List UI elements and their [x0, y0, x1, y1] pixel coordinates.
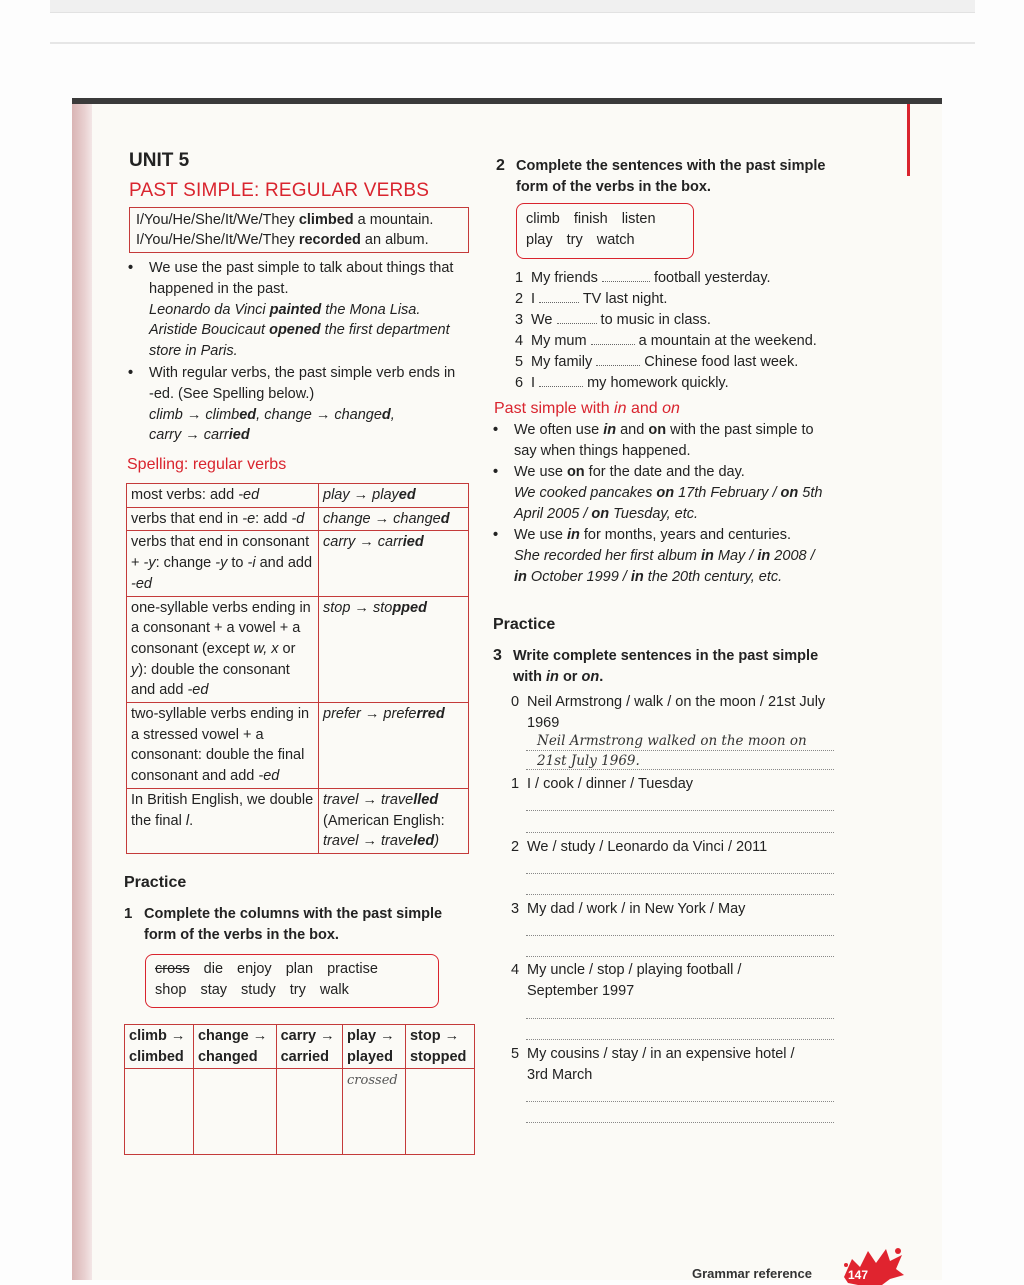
- word-chip: climb: [526, 211, 560, 227]
- example-box: [129, 207, 469, 253]
- handwritten-answer: Neil Armstrong walked on the moon on: [537, 733, 807, 749]
- answer-cell[interactable]: [343, 1069, 406, 1155]
- word-chip: study: [241, 982, 276, 998]
- answer-line: [526, 832, 834, 833]
- sentence-item: 6 I my homework quickly.: [515, 375, 729, 391]
- spelling-row: [127, 788, 469, 853]
- note-bullet: • We use the past simple to talk about things that happened in the past.: [128, 258, 478, 300]
- in-on-heading: Past simple with in and on: [494, 400, 680, 417]
- note-bullet: • We use on for the date and the day.: [493, 462, 838, 483]
- word-chip: stay: [200, 982, 228, 998]
- word-row: [526, 209, 684, 230]
- spelling-row: [127, 507, 469, 531]
- footer-label: Grammar reference: [692, 1266, 812, 1281]
- answer-cell[interactable]: [193, 1069, 276, 1155]
- answer-line: [526, 1018, 834, 1019]
- answer-line: [526, 873, 834, 874]
- sentence-item: 5 My family Chinese food last week.: [515, 354, 799, 370]
- word-chip: try: [289, 982, 306, 998]
- exercise-3-item: 2 We / study / Leonardo da Vinci / 2011: [511, 839, 768, 855]
- spelling-table: [126, 483, 469, 854]
- sentence-item: 3 We to music in class.: [515, 312, 711, 328]
- word-chip: watch: [596, 232, 635, 248]
- note-bullet: • We use in for months, years and centuries.: [493, 525, 838, 546]
- word-row: [155, 959, 429, 980]
- column-header: climb → climbed: [125, 1025, 194, 1069]
- word-row: [526, 230, 684, 251]
- example-line: April 2005 / on Tuesday, etc.: [514, 506, 699, 522]
- column-header: carry → carried: [276, 1025, 342, 1069]
- spelling-row: [127, 596, 469, 703]
- practice-heading: Practice: [124, 874, 187, 891]
- sentence-item: 2 I TV last night.: [515, 291, 668, 307]
- example-sentence: I/You/He/She/It/We/They recorded an album.: [136, 232, 429, 248]
- example-line: We cooked pancakes on 17th February / on 5th: [514, 485, 823, 501]
- spelling-rule: most verbs: add -ed: [127, 484, 319, 508]
- word-chip: practise: [327, 961, 378, 977]
- example-line: Aristide Boucicaut opened the first department: [149, 322, 450, 339]
- page-binding-edge: [72, 104, 92, 1280]
- grammar-notes: [128, 258, 478, 446]
- answer-cell[interactable]: [125, 1069, 194, 1155]
- blank-field[interactable]: [539, 374, 583, 387]
- answer-line: [526, 935, 834, 936]
- word-chip: shop: [155, 982, 187, 998]
- blank-field[interactable]: [591, 332, 635, 345]
- note-bullet: • We often use in and on with the past simple to say when things happened.: [493, 420, 838, 462]
- exercise-3-item: 1 I / cook / dinner / Tuesday: [511, 776, 694, 792]
- spelling-row: [127, 484, 469, 508]
- sentence-item: 4 My mum a mountain at the weekend.: [515, 333, 817, 349]
- column-header: change → changed: [193, 1025, 276, 1069]
- spelling-rule: one-syllable verbs ending in a consonant + a vowel + a consonant (except w, x or y): double the consonant and add -ed: [127, 596, 319, 703]
- exercise-2-word-box: [516, 203, 694, 259]
- blank-field[interactable]: [539, 290, 579, 303]
- blank-field[interactable]: [602, 269, 650, 282]
- page-red-marker: [907, 104, 910, 176]
- word-chip: cross: [155, 961, 190, 977]
- example-line: carry → carried: [149, 427, 250, 444]
- spelling-example: carry → carried: [319, 531, 469, 596]
- word-chip: play: [526, 232, 553, 248]
- spelling-example: play → played: [319, 484, 469, 508]
- spelling-example: prefer → preferred: [319, 703, 469, 789]
- handwritten-answer: crossed: [347, 1073, 398, 1088]
- browser-top-strip: [50, 0, 975, 13]
- answer-cell[interactable]: [276, 1069, 342, 1155]
- answer-line: [526, 769, 834, 770]
- answer-line: [526, 810, 834, 811]
- example-line: Leonardo da Vinci painted the Mona Lisa.: [149, 301, 421, 318]
- in-on-notes: [493, 420, 838, 588]
- spelling-rule: In British English, we double the final l.: [127, 788, 319, 853]
- column-header: stop → stopped: [405, 1025, 474, 1069]
- spelling-rule: two-syllable verbs ending in a stressed vowel + a consonant: double the final consonant and add -ed: [127, 703, 319, 789]
- answer-line: [526, 1122, 834, 1123]
- exercise-number: 2: [496, 157, 505, 174]
- answer-cell[interactable]: [405, 1069, 474, 1155]
- handwritten-answer: 21st July 1969.: [537, 753, 640, 769]
- exercise-3-item: 3 My dad / work / in New York / May: [511, 901, 746, 917]
- word-chip: enjoy: [237, 961, 272, 977]
- blank-field[interactable]: [596, 353, 640, 366]
- exercise-2-instruction: 2 Complete the sentences with the past simple form of the verbs in the box.: [496, 157, 826, 195]
- practice-heading-2: Practice: [493, 616, 556, 633]
- example-line: store in Paris.: [149, 343, 238, 360]
- word-chip: finish: [573, 211, 608, 227]
- page-top-border: [72, 98, 942, 104]
- sentence-item: 1 My friends football yesterday.: [515, 270, 771, 286]
- exercise-1-instruction: 1 Complete the columns with the past simple form of the verbs in the box.: [124, 905, 443, 943]
- exercise-3-item: 5 My cousins / stay / in an expensive hotel / 3rd March: [511, 1046, 795, 1083]
- spelling-example: change → changed: [319, 507, 469, 531]
- spelling-heading: Spelling: regular verbs: [127, 456, 287, 473]
- example-sentence: I/You/He/She/It/We/They climbed a mountain.: [136, 212, 434, 228]
- column-header: play → played: [343, 1025, 406, 1069]
- example-line: climb → climbed, change → changed,: [149, 406, 395, 423]
- exercise-3-instruction: 3 Write complete sentences in the past simple with in or on.: [493, 647, 819, 685]
- word-chip: try: [566, 232, 583, 248]
- note-bullet: • With regular verbs, the past simple verb ends in -ed. (See Spelling below.): [128, 363, 478, 405]
- example-line: in October 1999 / in the 20th century, etc.: [514, 569, 783, 585]
- blank-field[interactable]: [557, 311, 597, 324]
- spelling-rule: verbs that end in consonant + -y: change -y to -i and add -ed: [127, 531, 319, 596]
- word-row: [155, 980, 429, 1001]
- spelling-example: stop → stopped: [319, 596, 469, 703]
- word-chip: plan: [285, 961, 314, 977]
- word-chip: listen: [621, 211, 656, 227]
- exercise-2-sentences: [515, 268, 817, 394]
- page-number: 147: [848, 1268, 869, 1282]
- answer-line: [526, 956, 834, 957]
- word-chip: die: [203, 961, 224, 977]
- spelling-row: [127, 703, 469, 789]
- unit-label: UNIT 5: [129, 150, 190, 171]
- answer-line: [526, 894, 834, 895]
- exercise-3-item: 4 My uncle / stop / playing football / September 1997: [511, 962, 742, 999]
- spelling-row: [127, 531, 469, 596]
- exercise-3-item: 0 Neil Armstrong / walk / on the moon / 21st July 1969: [511, 694, 826, 731]
- separator-line: [50, 42, 975, 44]
- spelling-example: travel → travelled (American English: travel → traveled): [319, 788, 469, 853]
- spelling-rule: verbs that end in -e: add -d: [127, 507, 319, 531]
- answer-line: [526, 1039, 834, 1040]
- answer-line: [526, 1101, 834, 1102]
- answer-line: [526, 750, 834, 751]
- exercise-number: 3: [493, 647, 502, 664]
- exercise-number: 1: [124, 905, 133, 922]
- exercise-1-word-box: [145, 954, 439, 1008]
- section-title: PAST SIMPLE: REGULAR VERBS: [129, 180, 430, 201]
- exercise-1-columns-table: [124, 1024, 475, 1155]
- example-line: She recorded her first album in May / in 2008 /: [514, 548, 815, 564]
- word-chip: walk: [319, 982, 349, 998]
